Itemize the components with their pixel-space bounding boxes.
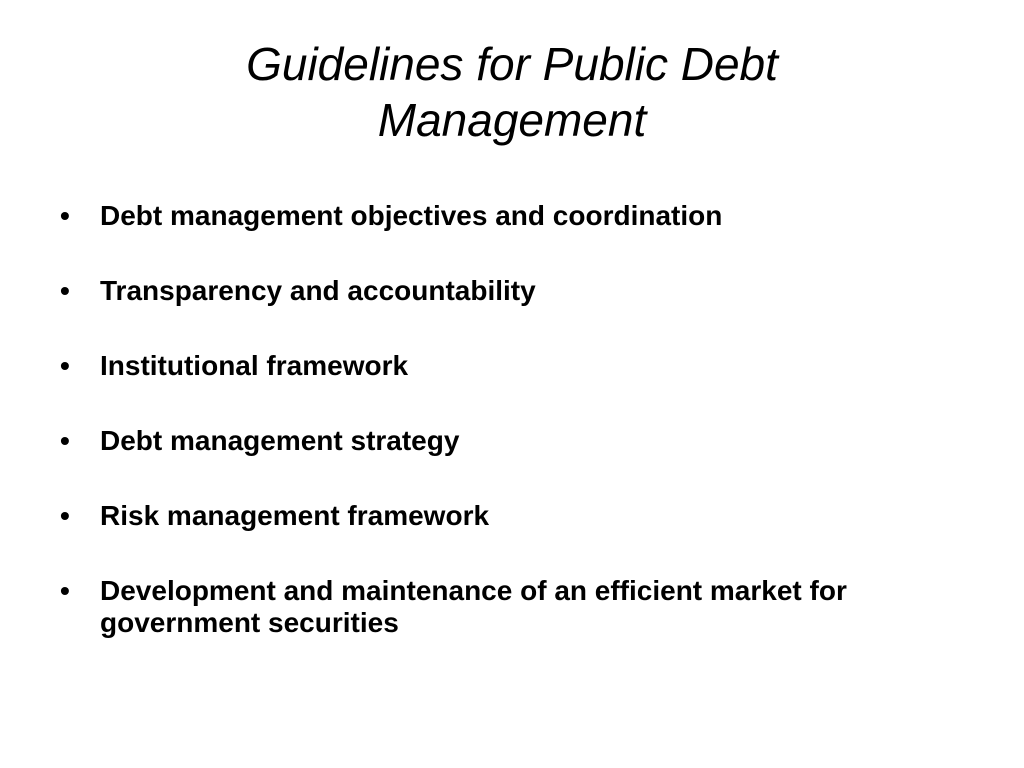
- bullet-text: Debt management strategy: [100, 425, 460, 456]
- bullet-text: Transparency and accountability: [100, 275, 536, 306]
- bullet-marker: •: [60, 200, 70, 231]
- bullet-item-objectives: [60, 200, 980, 232]
- bullet-text: Development and maintenance of an efficient market for government securities: [100, 575, 847, 638]
- slide-title-line-1: Guidelines for Public Debt: [246, 38, 778, 90]
- bullet-item-transparency: [60, 275, 980, 307]
- bullet-marker: •: [60, 275, 70, 306]
- bullet-list: [60, 200, 980, 682]
- slide-title: [0, 36, 1024, 148]
- bullet-item-strategy: [60, 425, 980, 457]
- bullet-item-institutional: [60, 350, 980, 382]
- bullet-text: Institutional framework: [100, 350, 409, 381]
- slide-title-line-2: Management: [377, 94, 647, 146]
- bullet-text: Debt management objectives and coordination: [100, 200, 723, 231]
- bullet-item-market: [60, 575, 980, 639]
- bullet-marker: •: [60, 575, 70, 606]
- bullet-marker: •: [60, 350, 70, 381]
- bullet-marker: •: [60, 500, 70, 531]
- bullet-item-risk: [60, 500, 980, 532]
- bullet-text: Risk management framework: [100, 500, 490, 531]
- bullet-marker: •: [60, 425, 70, 456]
